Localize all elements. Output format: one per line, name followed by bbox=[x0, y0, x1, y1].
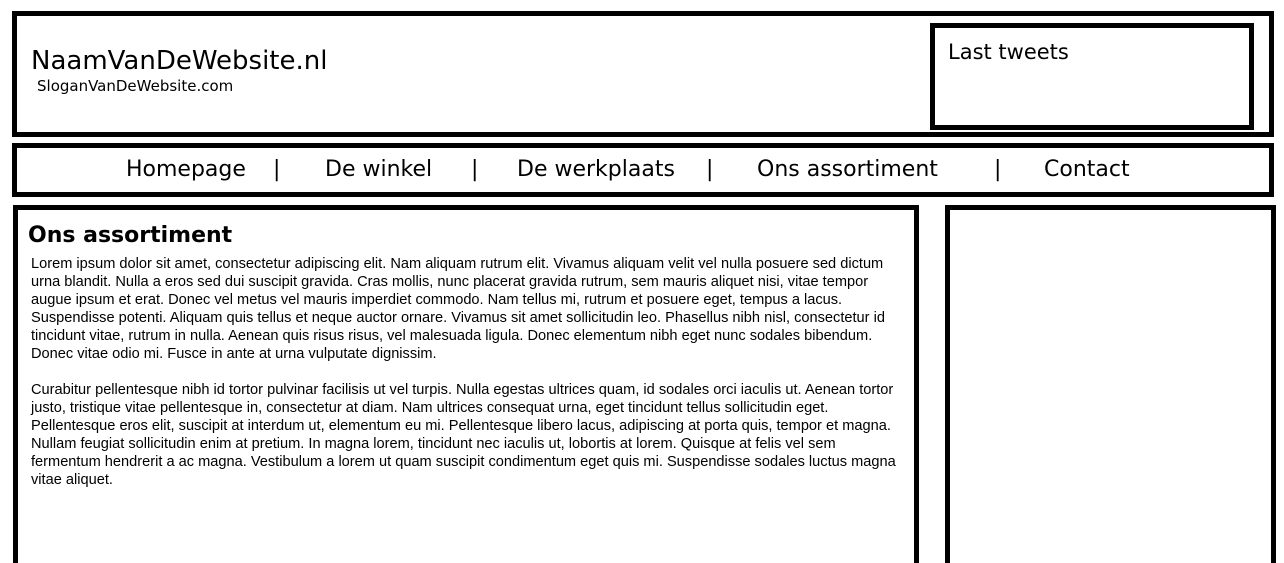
nav-item-de-winkel[interactable]: De winkel bbox=[325, 157, 433, 182]
nav-item-homepage[interactable]: Homepage bbox=[126, 157, 246, 182]
content-paragraph: Lorem ipsum dolor sit amet, consectetur adipiscing elit. Nam aliquam rutrum elit. Vivamus aliquam velit vel nulla posuere sed dictum urna blandit. Nulla a eros sed dui suscipit gravida. Cras mollis, nunc placerat gravida rutrum, sem mauris aliquet nisi, vitae tempor augue ipsum et erat. Donec vel metus vel mauris imperdiet commodo. Nam tellus mi, rutrum et posuere eget, tempus a lacus. Suspendisse potenti. Aliquam quis tellus et neque auctor ornare. Vivamus sit amet sollicitudin leo. Phasellus nibh nisl, consectetur id tincidunt vitae, rutrum in nulla. Aenean quis risus risus, vel malesuada ligula. Donec elementum nibh eget nunc sodales bibendum. Donec vitae odio mi. Fusce in ante at urna vulputate dignissim. bbox=[31, 256, 885, 362]
header bbox=[12, 11, 1274, 137]
nav-separator: | bbox=[706, 157, 714, 182]
main-content bbox=[13, 205, 919, 563]
site-slogan: SloganVanDeWebsite.com bbox=[37, 77, 234, 95]
last-tweets-panel bbox=[930, 23, 1254, 130]
nav-separator: | bbox=[273, 157, 281, 182]
nav-item-ons-assortiment[interactable]: Ons assortiment bbox=[757, 157, 938, 182]
nav-separator: | bbox=[471, 157, 479, 182]
last-tweets-title: Last tweets bbox=[948, 40, 1069, 64]
page-title: Ons assortiment bbox=[28, 223, 233, 248]
nav-item-de-werkplaats[interactable]: De werkplaats bbox=[517, 157, 675, 182]
site-name[interactable]: NaamVanDeWebsite.nl bbox=[31, 46, 328, 76]
main-navigation bbox=[12, 143, 1274, 197]
nav-item-contact[interactable]: Contact bbox=[1044, 157, 1130, 182]
content-paragraph: Curabitur pellentesque nibh id tortor pulvinar facilisis ut vel turpis. Nulla egestas ultrices quam, id sodales orci iaculis ut. Aenean tortor justo, tristique vitae pellentesque in, consectetur at diam. Nam ultrices consequat urna, eget tincidunt tellus sollicitudin eget. Pellentesque eros elit, suscipit at interdum ut, elementum eu mi. Pellentesque libero lacus, adipiscing at porta quis, tempor et magna. Nullam feugiat sollicitudin enim at pretium. In magna lorem, tincidunt nec iaculis ut, lobortis at lorem. Quisque at felis vel sem fermentum hendrerit a ac magna. Vestibulum a lorem ut quam suscipit condimentum eget quis mi. Suspendisse sodales luctus magna vitae aliquet. bbox=[31, 382, 896, 488]
sidebar bbox=[945, 205, 1276, 563]
nav-separator: | bbox=[994, 157, 1002, 182]
